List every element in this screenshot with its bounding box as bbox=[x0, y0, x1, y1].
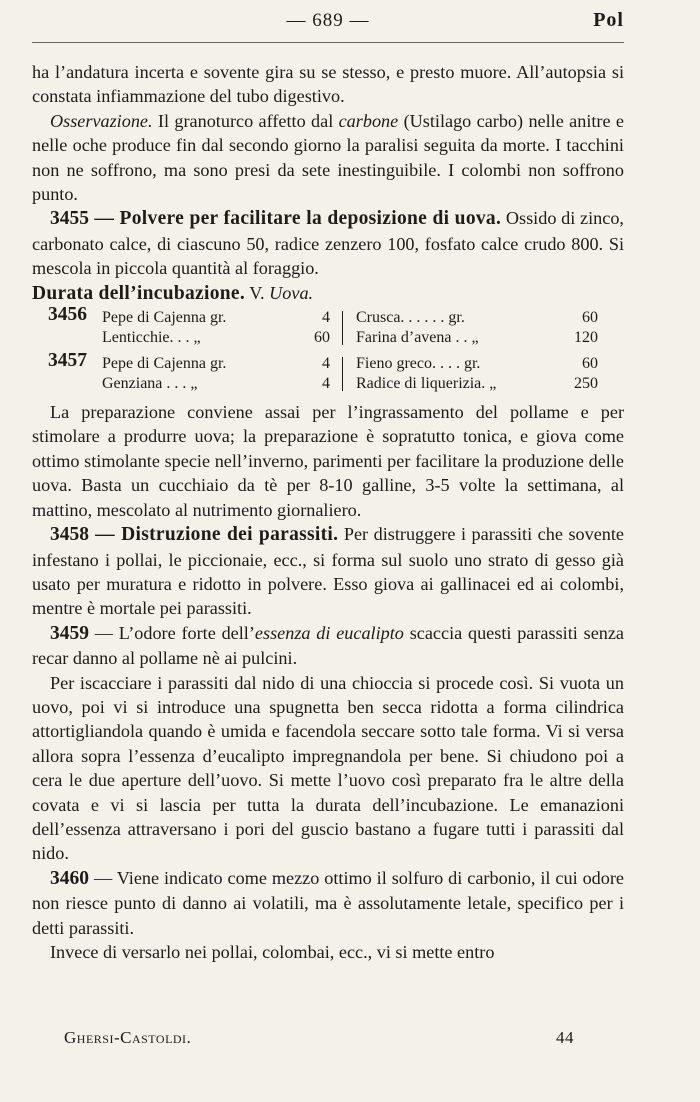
recipe-table-3457 bbox=[48, 350, 624, 394]
author-signature: Ghersi-Castoldi. bbox=[64, 1028, 192, 1047]
ingredient-row: Fieno greco. . . . gr. 60 bbox=[356, 355, 598, 373]
recipe-table-3456 bbox=[48, 304, 624, 348]
entry-number: 3459 bbox=[50, 622, 89, 644]
entry-3458: 3458 — Distruzione dei parassiti. Per distruggere i parassiti che sovente infestano i pollai, le piccionaie, ecc., si forma sul suolo uno strato di gesso già usato per muratura e ridotto in polvere. Esso giova ai gallinacei ed ai colombi, mentre è mortale pei parassiti. bbox=[32, 524, 624, 619]
entry-number: 3458 bbox=[50, 524, 89, 546]
osservazione-label: Osservazione. bbox=[50, 110, 153, 131]
entry-title: — Polvere per facilitare la deposizione di uova. bbox=[89, 208, 502, 230]
running-head: Pol bbox=[593, 9, 624, 31]
column-divider bbox=[342, 357, 350, 391]
ingredient-row: Lenticchie. . . „ 60 bbox=[102, 329, 330, 347]
entry-3459: 3459 — L’odore forte dell’essenza di eucalipto scaccia questi parassiti senza recar danno al pollame nè ai pulcini. bbox=[32, 622, 624, 669]
ingredient-row: Pepe di Cajenna gr. 4 bbox=[102, 355, 330, 373]
column-divider bbox=[342, 311, 350, 345]
recipe-number: 3457 bbox=[48, 350, 87, 372]
header-rule bbox=[32, 42, 624, 43]
ingredient-row: Crusca. . . . . . gr. 60 bbox=[356, 309, 598, 327]
durata-heading: Durata dell’incubazione. V. Uova. bbox=[32, 282, 314, 304]
ingredient-row: Pepe di Cajenna gr. 4 bbox=[102, 309, 330, 327]
entry-number: 3460 bbox=[50, 867, 89, 889]
paragraph-chioccia: Per iscacciare i parassiti dal nido di una chioccia si procede così. Si vuota un uovo, poi vi si introduce una spugnetta ben secca ridotta a forma cilindrica attortigliandola quando è umida e facendola seccare sotto tale forma. Vi si versa allora sopra l’essenza d’eucalipto impregnandola per bene. Si chiudono poi a cera le due aperture dell’uovo. Si mette l’uovo così preparato fra le altre della covata e vi si lascia per tutta la durata dell’incubazione. Le emanazioni dell’essenza attraversano i pori del guscio bastano a fugare tutti i parassiti dal nido. bbox=[32, 672, 624, 864]
recipe-number: 3456 bbox=[48, 304, 87, 326]
page-body bbox=[32, 60, 624, 964]
paragraph-autopsia: ha l’andatura incerta e sovente gira su se stesso, e presto muore. All’autopsia si constata infiammazione del tubo digestivo. bbox=[32, 62, 624, 107]
ingredient-row: Farina d’avena . . „ 120 bbox=[356, 329, 598, 347]
ingredient-row: Radice di liquerizia. „ 250 bbox=[356, 375, 598, 393]
entry-3455: 3455 — Polvere per facilitare la deposizione di uova. Ossido di zinco, carbonato calce, di ciascuno 50, radice zenzero 100, fosfato calce crudo 800. Si mescola in piccola quantità al foraggio. bbox=[32, 208, 624, 279]
entry-number: 3455 bbox=[50, 208, 89, 230]
page-number: — 689 — bbox=[286, 10, 370, 31]
paragraph-invece: Invece di versarlo nei pollai, colombai, ecc., vi si mette entro bbox=[50, 942, 495, 962]
entry-title: — Distruzione dei parassiti. bbox=[89, 524, 339, 546]
entry-3460: 3460 — Viene indicato come mezzo ottimo il solfuro di carbonio, il cui odore non riesce punto di danno ai volatili, ma è assolutamente letale, specifico per i detti parassiti. bbox=[32, 867, 624, 938]
ingredient-row: Genziana . . . „ 4 bbox=[102, 375, 330, 393]
page-header bbox=[32, 8, 624, 36]
gathering-signature: 44 bbox=[556, 1028, 574, 1047]
paragraph-osservazione: Osservazione. Il granoturco affetto dal carbone (Ustilago carbo) nelle anitre e nelle oche produce fin dal secondo giorno la paralisi seguita da morte. I tacchini non ne soffrono, ma sono presi da sete inestinguibile. I colombi non soffrono punto. bbox=[32, 110, 624, 205]
paragraph-preparazione: La preparazione conviene assai per l’ingrassamento del pollame e per stimolare a produrre uova; la preparazione è sopratutto tonica, e giova come ottimo stimolante specie nell’inverno, parimenti per facilitare la produzione delle uova. Basta un cucchiaio da tè per 8-10 galline, 3-5 volte la settimana, al mattino, mescolato al nutrimento giornaliero. bbox=[32, 402, 624, 520]
